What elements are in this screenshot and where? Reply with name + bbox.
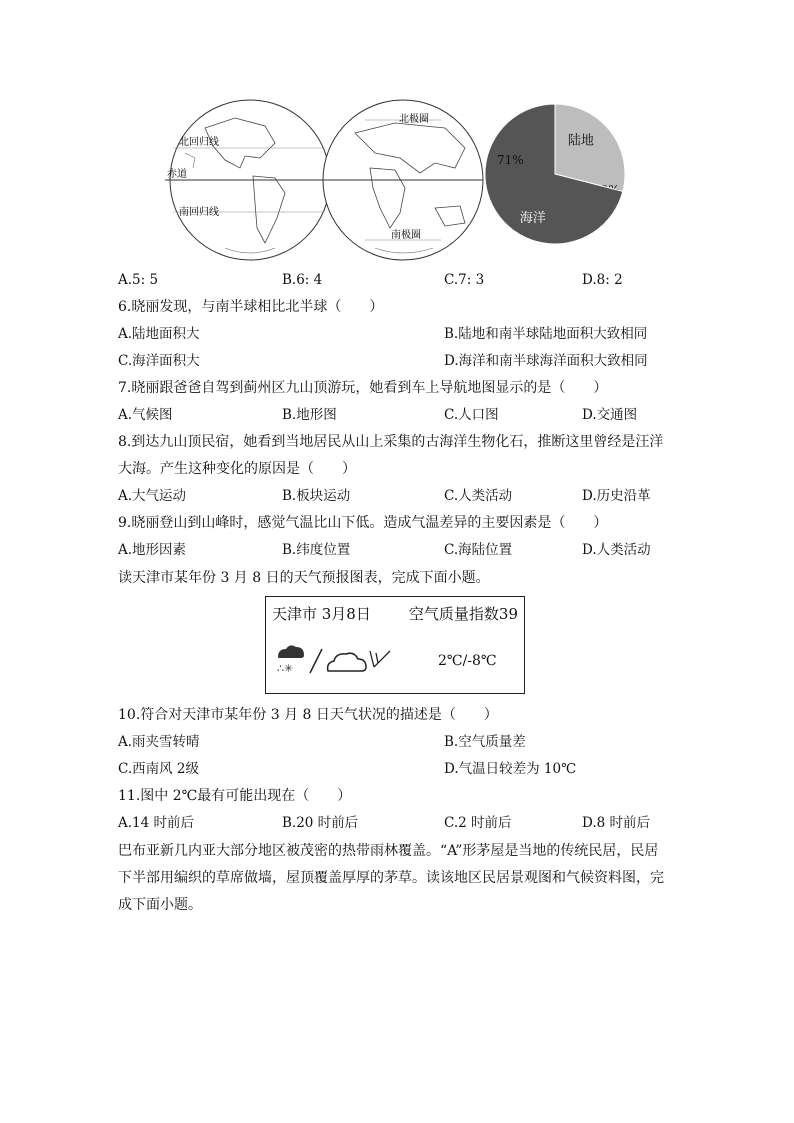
q5-option-a[interactable]: A.5: 5 [118, 272, 159, 288]
antarctic-circle-label: 南极圈 [391, 230, 421, 241]
q11-option-b[interactable]: B.20 时前后 [282, 815, 359, 831]
q7-option-b[interactable]: B.地形图 [282, 407, 337, 423]
weather-city-date: 天津市 3月8日 [272, 605, 371, 623]
tropic-of-cancer-label: 北回归线 [179, 137, 219, 148]
q10-option-b[interactable]: B.空气质量差 [444, 734, 526, 750]
q11-stem: 11.图中 2℃最有可能出现在（ ） [118, 788, 352, 804]
q5-option-d[interactable]: D.8: 2 [582, 272, 623, 288]
weather-aqi: 空气质量指数39 [408, 605, 518, 623]
tropic-of-capricorn-label: 南回归线 [179, 207, 219, 218]
q9-option-a[interactable]: A.地形因素 [118, 542, 187, 558]
pie-label-land: 陆地 [567, 133, 594, 149]
pie-value-ocean: 71% [497, 153, 524, 167]
weather-temp: 2℃/-8℃ [438, 653, 497, 669]
arctic-circle-label: 北极圈 [399, 114, 429, 125]
weather-intro: 读天津市某年份 3 月 8 日的天气预报图表，完成下面小题。 [118, 570, 490, 586]
q9-option-d[interactable]: D.人类活动 [582, 542, 651, 558]
svg-text:∴✳: ∴✳ [277, 662, 294, 675]
q7-option-d[interactable]: D.交通图 [582, 407, 638, 423]
q5-option-c[interactable]: C.7: 3 [444, 272, 485, 288]
equator-label: 赤道 [167, 169, 187, 180]
png-intro-line2: 下半部用编织的草席做墙，屋顶覆盖厚厚的茅草。读该地区民居景观图和气候资料图，完 [118, 870, 664, 886]
q11-option-d[interactable]: D.8 时前后 [582, 815, 651, 831]
q11-option-c[interactable]: C.2 时前后 [444, 815, 512, 831]
sleet-icon [277, 645, 304, 675]
q7-stem: 7.晓丽跟爸爸自驾到蓟州区九山顶游玩，她看到车上导航地图显示的是（ ） [118, 380, 608, 396]
weather-icons [274, 641, 394, 681]
q10-option-c[interactable]: C.西南风 2级 [118, 761, 200, 777]
q10-option-a[interactable]: A.雨夹雪转晴 [118, 734, 200, 750]
q6-option-a[interactable]: A.陆地面积大 [118, 326, 200, 342]
q8-option-b[interactable]: B.板块运动 [282, 488, 351, 504]
q6-option-b[interactable]: B.陆地和南半球陆地面积大致相同 [444, 326, 648, 342]
q8-stem-line1: 8.到达九山顶民宿，她看到当地居民从山上采集的古海洋生物化石，推断这里曾经是汪洋 [118, 434, 664, 450]
q7-option-a[interactable]: A.气候图 [118, 407, 173, 423]
pie-label-ocean: 海洋 [519, 211, 546, 227]
cloudy-icon [328, 653, 366, 671]
wind-barb-icon [370, 651, 390, 667]
q11-option-a[interactable]: A.14 时前后 [118, 815, 195, 831]
q7-option-c[interactable]: C.人口图 [444, 407, 499, 423]
q9-stem: 9.晓丽登山到山峰时，感觉气温比山下低。造成气温差异的主要因素是（ ） [118, 515, 608, 531]
q5-option-b[interactable]: B.6: 4 [282, 272, 323, 288]
png-intro-line1: 巴布亚新几内亚大部分地区被茂密的热带雨林覆盖。“A”形茅屋是当地的传统民居，民居 [118, 843, 659, 859]
transition-slash [310, 649, 322, 673]
png-intro-line3: 成下面小题。 [118, 897, 202, 913]
hemispheres-and-pie-figure [165, 98, 635, 266]
q8-option-a[interactable]: A.大气运动 [118, 488, 187, 504]
q9-option-b[interactable]: B.纬度位置 [282, 542, 351, 558]
q10-option-d[interactable]: D.气温日较差为 10℃ [444, 761, 577, 777]
q6-stem: 6.晓丽发现，与南半球相比北半球（ ） [118, 299, 384, 315]
figure-svg [165, 98, 635, 266]
land-ocean-pie-chart [485, 104, 625, 244]
q9-option-c[interactable]: C.海陆位置 [444, 542, 513, 558]
q8-option-c[interactable]: C.人类活动 [444, 488, 513, 504]
q6-option-c[interactable]: C.海洋面积大 [118, 353, 200, 369]
q10-stem: 10.符合对天津市某年份 3 月 8 日天气状况的描述是（ ） [118, 707, 498, 723]
q8-option-d[interactable]: D.历史沿革 [582, 488, 651, 504]
q6-option-d[interactable]: D.海洋和南半球海洋面积大致相同 [444, 353, 648, 369]
q8-stem-line2: 大海。产生这种变化的原因是（ ） [118, 461, 356, 477]
weather-forecast-box [265, 596, 525, 694]
